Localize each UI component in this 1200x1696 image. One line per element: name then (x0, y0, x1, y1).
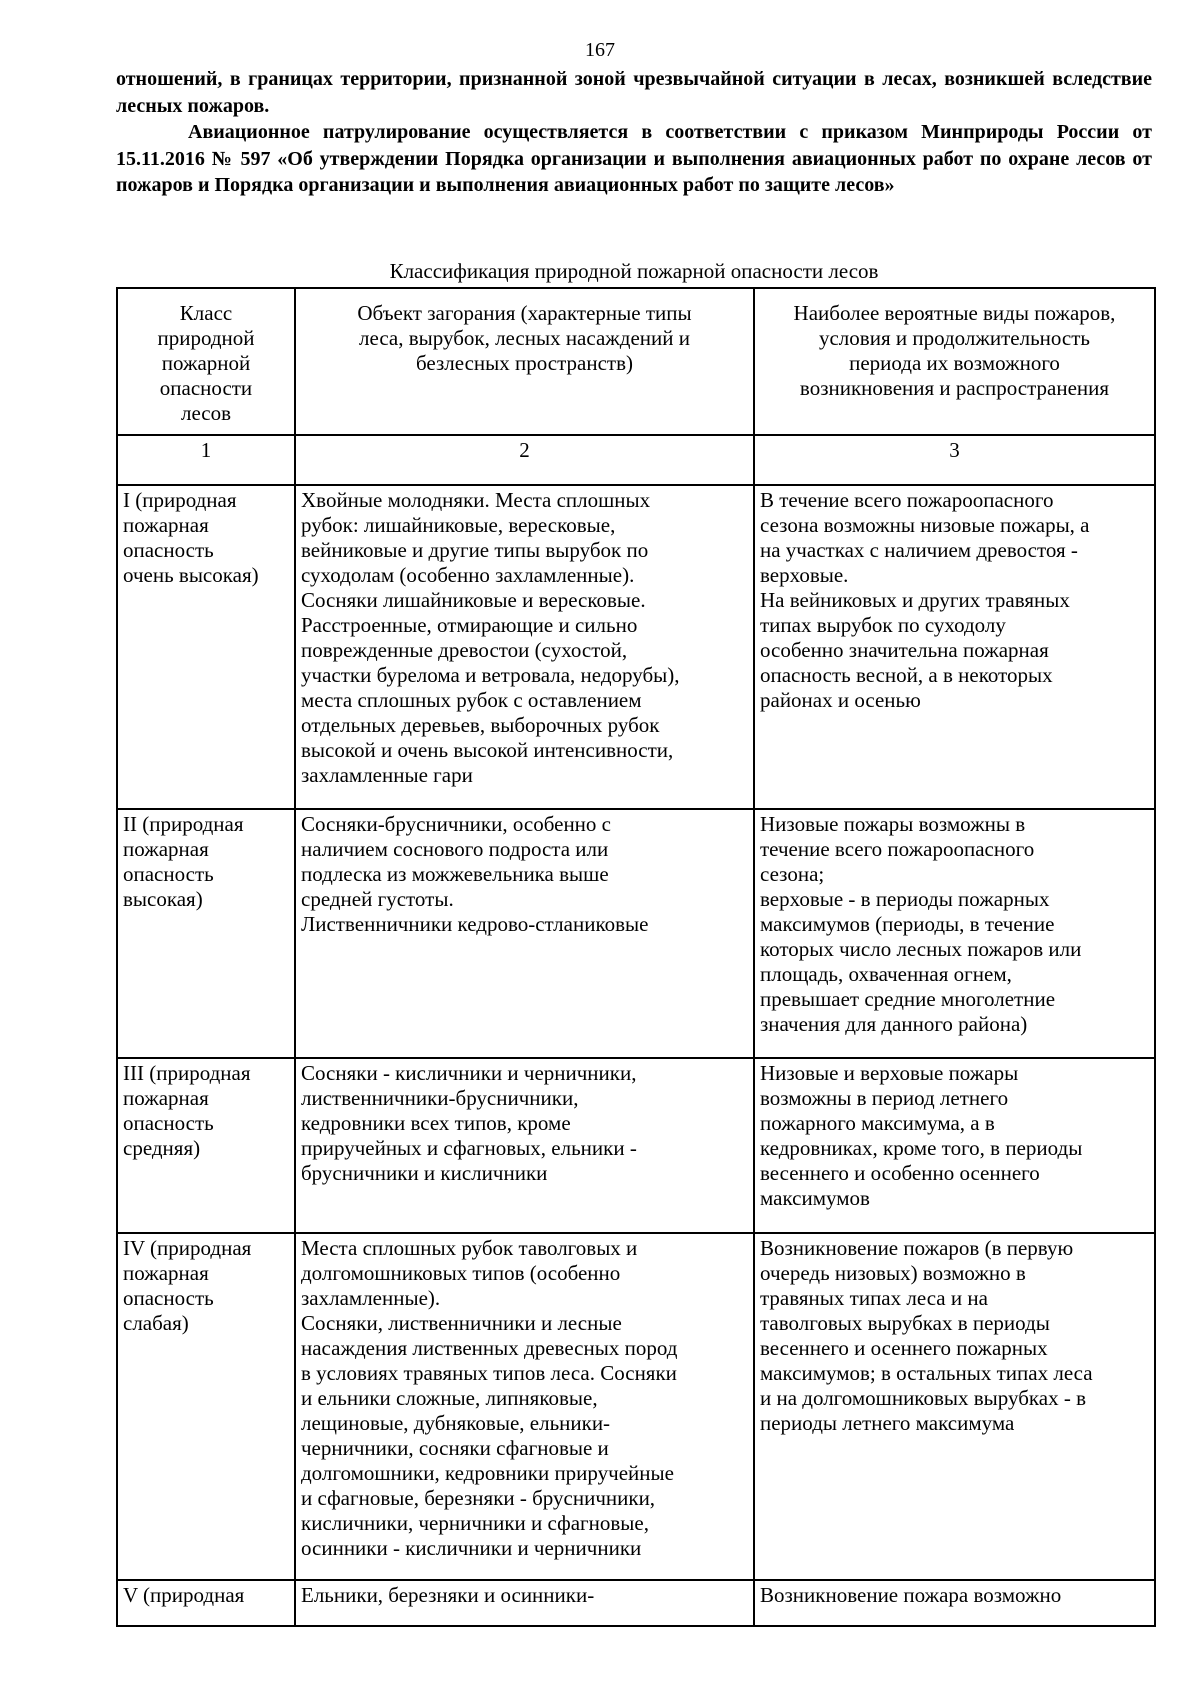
table-row (117, 1058, 1155, 1233)
object-cell: Места сплошных рубок таволговых и долгомошниковых типов (особенно захламленные). Сосняки, лиственничники и лесные насаждения лиственных древесных пород в условиях травяных типов леса. Сосняки и ельники сложные, липняковые, лещиновые, дубняковые, ельники- черничники, сосняки сфагновые и долгомошники, кедровники приручейные и сфагновые, березняки - брусничники, кисличники, черничники и сфагновые, осинники - кисличники и черничники (295, 1233, 754, 1580)
intro-paragraph: отношений, в границах территории, признанной зоной чрезвычайной ситуации в лесах, возникшей вследствие лесных пожаров. (116, 68, 1152, 117)
fires-cell: В течение всего пожароопасного сезона возможны низовые пожары, а на участках с наличием древостоя - верховые. На вейниковых и других травяных типах вырубок по суходолу особенно значительна пожарная опасность весной, а в некоторых районах и осенью (754, 485, 1155, 809)
fires-cell: Возникновение пожара возможно (754, 1580, 1155, 1626)
fires-cell: Возникновение пожаров (в первую очередь низовых) возможно в травяных типах леса и на таволговых вырубках в периоды весеннего и осеннего пожарных максимумов; в остальных типах леса и на долгомошниковых вырубках - в периоды летнего максимума (754, 1233, 1155, 1580)
intro-text (116, 66, 1152, 199)
table-title: Классификация природной пожарной опасности лесов (389, 259, 879, 283)
object-cell: Сосняки-брусничники, особенно с наличием соснового подроста или подлеска из можжевельника выше средней густоты. Лиственничники кедрово-стланиковые (295, 809, 754, 1058)
table-header-row (117, 288, 1155, 435)
class-cell: V (природная (117, 1580, 295, 1626)
table-row (117, 809, 1155, 1058)
column-number-cell: 2 (295, 435, 754, 485)
object-cell: Хвойные молодняки. Места сплошных рубок: лишайниковые, вересковые, вейниковые и другие типы вырубок по суходолам (особенно захламленные). Сосняки лишайниковые и вересковые. Расстроенные, отмирающие и сильно поврежденные древостои (сухостой, участки бурелома и ветровала, недорубы), места сплошных рубок с оставлением отдельных деревьев, выборочных рубок высокой и очень высокой интенсивности, захламленные гари (295, 485, 754, 809)
header-cell-object: Объект загорания (характерные типы леса, вырубок, лесных насаждений и безлесных пространств) (295, 288, 754, 435)
column-number-cell: 1 (117, 435, 295, 485)
fire-danger-classification-table (116, 287, 1156, 1627)
object-cell: Сосняки - кисличники и черничники, лиственничники-брусничники, кедровники всех типов, кроме приручейных и сфагновых, ельники - брусничники и кисличники (295, 1058, 754, 1233)
table-row (117, 1233, 1155, 1580)
intro-paragraph: Авиационное патрулирование осуществляется в соответствии с приказом Минприроды России от 15.11.2016 № 597 «Об утверждении Порядка организации и выполнения авиационных работ по охране лесов от пожаров и Порядка организации и выполнения авиационных работ по защите лесов» (116, 121, 1152, 196)
table-row (117, 485, 1155, 809)
header-cell-class: Класс природной пожарной опасности лесов (117, 288, 295, 435)
class-cell: IV (природная пожарная опасность слабая) (117, 1233, 295, 1580)
column-number-row (117, 435, 1155, 485)
object-cell: Ельники, березняки и осинники- (295, 1580, 754, 1626)
page-number: 167 (585, 39, 615, 61)
class-cell: II (природная пожарная опасность высокая) (117, 809, 295, 1058)
class-cell: I (природная пожарная опасность очень высокая) (117, 485, 295, 809)
table-row (117, 1580, 1155, 1626)
class-cell: III (природная пожарная опасность средняя) (117, 1058, 295, 1233)
fires-cell: Низовые пожары возможны в течение всего пожароопасного сезона; верховые - в периоды пожарных максимумов (периоды, в течение которых число лесных пожаров или площадь, охваченная огнем, превышает средние многолетние значения для данного района) (754, 809, 1155, 1058)
fires-cell: Низовые и верховые пожары возможны в период летнего пожарного максимума, а в кедровниках, кроме того, в периоды весеннего и особенно осеннего максимумов (754, 1058, 1155, 1233)
header-cell-fires: Наиболее вероятные виды пожаров, условия и продолжительность периода их возможного возникновения и распространения (754, 288, 1155, 435)
column-number-cell: 3 (754, 435, 1155, 485)
